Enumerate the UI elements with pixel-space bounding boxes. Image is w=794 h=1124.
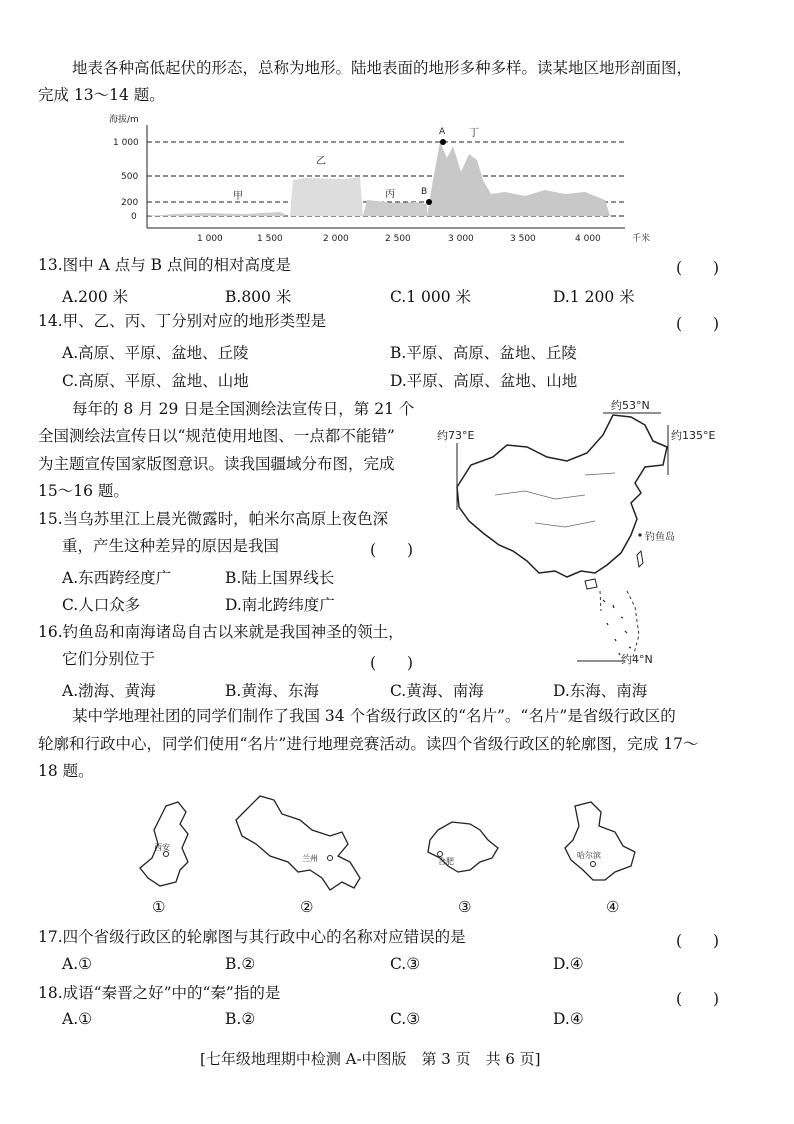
x-tick-3000: 3 000	[448, 234, 474, 244]
map-label-east: 约135°E	[671, 429, 716, 442]
q13-option-a[interactable]: A.200 米	[62, 288, 129, 306]
taiwan-shape	[637, 551, 643, 567]
intro2-line-2: 全国测绘法宣传日以“规范使用地图、一点都不能错”	[38, 427, 395, 445]
map-label-diaoyu: 钓鱼岛	[645, 532, 675, 543]
x-tick-1000: 1 000	[197, 234, 223, 244]
q15-option-c[interactable]: C.人口众多	[62, 596, 141, 614]
intro2-line-1: 每年的 8 月 29 日是全国测绘法宣传日，第 21 个	[72, 400, 415, 418]
q14-option-c[interactable]: C.高原、平原、盆地、山地	[62, 372, 249, 390]
terrain-plateau	[290, 177, 363, 216]
label-yi: 乙	[316, 156, 326, 167]
china-mainland-outline	[457, 415, 667, 577]
q15-option-a[interactable]: A.东西跨经度广	[62, 569, 172, 587]
x-axis-unit: 千米	[632, 234, 651, 244]
hefei-dot	[438, 852, 443, 857]
province-4-label: ④	[606, 898, 620, 916]
q18-option-d[interactable]: D.④	[553, 1010, 584, 1028]
point-b	[426, 199, 432, 205]
x-tick-4000: 4 000	[575, 234, 601, 244]
map-label-west: 约73°E	[437, 429, 475, 442]
q16-stem-line-2: 它们分别位于	[62, 650, 156, 668]
province-outline-1	[130, 798, 220, 918]
province-1-city: 西安	[154, 843, 170, 852]
q13-stem: 13.图中 A 点与 B 点间的相对高度是	[38, 256, 291, 274]
q16-answer-paren[interactable]: ( )	[370, 654, 414, 672]
q14-stem: 14.甲、乙、丙、丁分别对应的地形类型是	[38, 312, 327, 330]
q15-stem-line-2: 重，产生这种差异的原因是我国	[62, 537, 280, 555]
y-tick-1000: 1 000	[113, 138, 139, 148]
q15-answer-paren[interactable]: ( )	[370, 541, 414, 559]
province-3-city: 合肥	[438, 857, 454, 866]
intro3-line-1: 某中学地理社团的同学们制作了我国 34 个省级行政区的“名片”。“名片”是省级行政区的	[72, 707, 676, 725]
q18-option-a[interactable]: A.①	[62, 1010, 93, 1028]
label-a: A	[439, 127, 446, 137]
q14-option-a[interactable]: A.高原、平原、盆地、丘陵	[62, 344, 249, 362]
province-1-label: ①	[152, 898, 166, 916]
terrain-plain	[147, 212, 285, 216]
hainan-shape	[585, 579, 597, 589]
q16-option-a[interactable]: A.渤海、黄海	[62, 682, 156, 700]
map-label-north: 约53°N	[611, 399, 650, 412]
xian-dot	[164, 852, 169, 857]
q17-option-c[interactable]: C.③	[390, 955, 421, 973]
q13-option-d[interactable]: D.1 200 米	[553, 288, 635, 306]
x-tick-2500: 2 500	[385, 234, 411, 244]
page-footer: [七年级地理期中检测 A-中图版 第 3 页 共 6 页]	[200, 1050, 541, 1068]
terrain-mountain	[427, 142, 610, 216]
province-2-city: 兰州	[302, 854, 318, 863]
china-territory-map	[435, 395, 735, 675]
intro2-line-4: 15～16 题。	[38, 482, 129, 500]
q13-option-c[interactable]: C.1 000 米	[390, 288, 472, 306]
q18-stem: 18.成语“秦晋之好”中的“秦”指的是	[38, 984, 281, 1002]
province-outline-2	[230, 790, 390, 905]
q15-option-d[interactable]: D.南北跨纬度广	[225, 596, 335, 614]
south-china-sea-islands	[603, 600, 631, 655]
y-tick-500: 500	[121, 172, 139, 182]
point-a	[440, 139, 446, 145]
label-ding: 丁	[469, 128, 479, 139]
diaoyu-island-dot	[638, 533, 641, 536]
q18-option-b[interactable]: B.②	[225, 1010, 256, 1028]
harbin-dot	[591, 862, 596, 867]
q16-option-d[interactable]: D.东海、南海	[553, 682, 648, 700]
q17-option-b[interactable]: B.②	[225, 955, 256, 973]
y-tick-0: 0	[131, 212, 137, 222]
intro3-line-3: 18 题。	[38, 762, 94, 780]
q16-option-c[interactable]: C.黄海、南海	[390, 682, 484, 700]
intro-line-1: 地表各种高低起伏的形态，总称为地形。陆地表面的地形多种多样。读某地区地形剖面图，	[72, 59, 693, 77]
q14-answer-paren[interactable]: ( )	[676, 315, 720, 333]
x-tick-3500: 3 500	[510, 234, 536, 244]
province-2-label: ②	[300, 898, 314, 916]
q17-option-d[interactable]: D.④	[553, 955, 584, 973]
south-sea-boundary	[600, 591, 639, 657]
map-label-south: 约4°N	[621, 653, 653, 666]
q15-stem-line-1: 15.当乌苏里江上晨光微露时，帕米尔高原上夜色深	[38, 510, 389, 528]
y-axis-label: 海拔/m	[109, 115, 139, 125]
q17-stem: 17.四个省级行政区的轮廓图与其行政中心的名称对应错误的是	[38, 928, 466, 946]
q16-stem-line-1: 16.钓鱼岛和南海诸岛自古以来就是我国神圣的领土，	[38, 623, 404, 641]
q18-option-c[interactable]: C.③	[390, 1010, 421, 1028]
intro-line-2: 完成 13～14 题。	[38, 86, 165, 104]
lanzhou-dot	[328, 856, 333, 861]
q15-option-b[interactable]: B.陆上国界线长	[225, 569, 335, 587]
terrain-profile-chart	[105, 110, 665, 250]
province-3-label: ③	[458, 898, 472, 916]
x-tick-2000: 2 000	[323, 234, 349, 244]
label-bing: 丙	[385, 189, 395, 200]
label-b: B	[421, 187, 428, 197]
q16-option-b[interactable]: B.黄海、东海	[225, 682, 319, 700]
province-outline-3	[418, 800, 518, 890]
intro2-line-3: 为主题宣传国家版图意识。读我国疆域分布图，完成	[38, 455, 395, 473]
province-outline-4	[555, 796, 655, 896]
label-jia: 甲	[233, 191, 243, 202]
y-tick-200: 200	[121, 198, 139, 208]
q17-option-a[interactable]: A.①	[62, 955, 93, 973]
province-4-city: 哈尔滨	[577, 851, 601, 860]
q18-answer-paren[interactable]: ( )	[676, 990, 720, 1008]
intro3-line-2: 轮廓和行政中心，同学们使用“名片”进行地理竞赛活动。读四个省级行政区的轮廓图，完成 17～	[38, 735, 699, 753]
q14-option-b[interactable]: B.平原、高原、盆地、丘陵	[390, 344, 577, 362]
china-provinces-hint	[495, 473, 615, 527]
x-tick-1500: 1 500	[257, 234, 283, 244]
q14-option-d[interactable]: D.平原、高原、盆地、山地	[390, 372, 578, 390]
q13-option-b[interactable]: B.800 米	[225, 288, 292, 306]
q13-answer-paren[interactable]: ( )	[676, 259, 720, 277]
q17-answer-paren[interactable]: ( )	[676, 932, 720, 950]
